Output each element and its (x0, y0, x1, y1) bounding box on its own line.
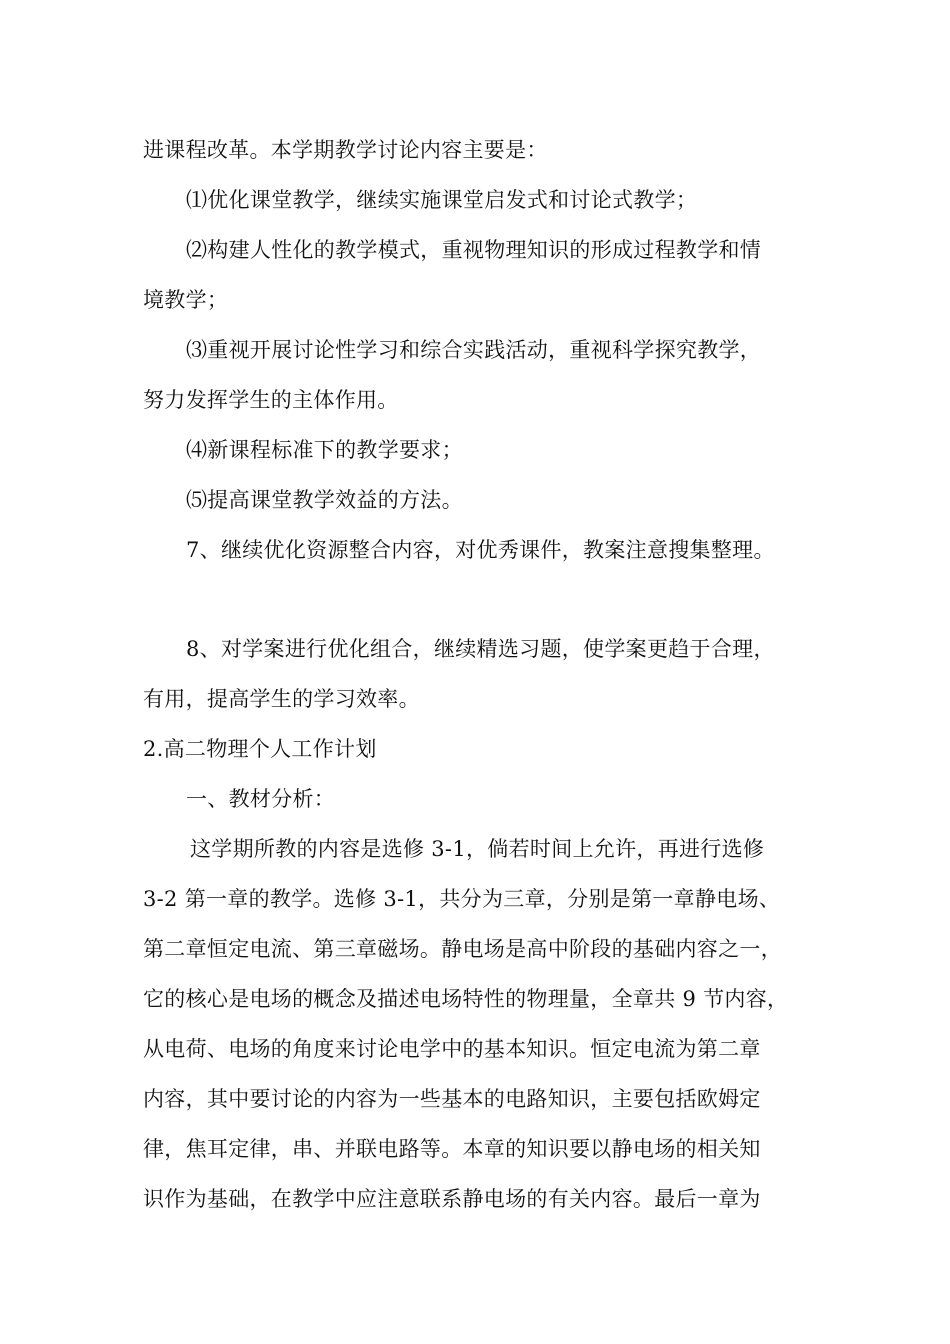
paragraph-line: 律，焦耳定律，串、并联电路等。本章的知识要以静电场的相关知 (143, 1137, 761, 1161)
paragraph-line: 识作为基础，在教学中应注意联系静电场的有关内容。最后一章为 (143, 1187, 761, 1211)
list-item: ⑵构建人性化的教学模式，重视物理知识的形成过程教学和情 (186, 238, 762, 262)
subsection-heading: 一、教材分析： (186, 787, 336, 811)
paragraph-line: 它的核心是电场的概念及描述电场特性的物理量，全章共 9 节内容， (143, 987, 789, 1011)
list-item: 8、对学案进行优化组合，继续精选习题，使学案更趋于合理， (186, 637, 775, 661)
paragraph-line: 3-2 第一章的教学。选修 3-1，共分为三章，分别是第一章静电场、 (143, 887, 781, 911)
list-item: ⑷新课程标准下的教学要求； (186, 438, 463, 462)
paragraph-line: 这学期所教的内容是选修 3-1，倘若时间上允许，再进行选修 (190, 837, 765, 861)
text-line: 进课程改革。本学期教学讨论内容主要是： (143, 138, 548, 162)
text-line: 有用，提高学生的学习效率。 (143, 687, 420, 711)
paragraph-line: 第二章恒定电流、第三章磁场。静电场是高中阶段的基础内容之一， (143, 937, 782, 961)
list-item: ⑶重视开展讨论性学习和综合实践活动，重视科学探究教学， (186, 338, 762, 362)
paragraph-line: 从电荷、电场的角度来讨论电学中的基本知识。恒定电流为第二章 (143, 1037, 761, 1061)
list-item: ⑴优化课堂教学，继续实施课堂启发式和讨论式教学； (186, 188, 698, 212)
paragraph-line: 内容，其中要讨论的内容为一些基本的电路知识，主要包括欧姆定 (143, 1087, 761, 1111)
text-line: 境教学； (143, 288, 229, 312)
list-item: ⑸提高课堂教学效益的方法。 (186, 488, 463, 512)
section-heading: 2.高二物理个人工作计划 (143, 737, 377, 761)
text-line: 努力发挥学生的主体作用。 (143, 388, 399, 412)
list-item: 7、继续优化资源整合内容，对优秀课件，教案注意搜集整理。 (186, 538, 775, 562)
